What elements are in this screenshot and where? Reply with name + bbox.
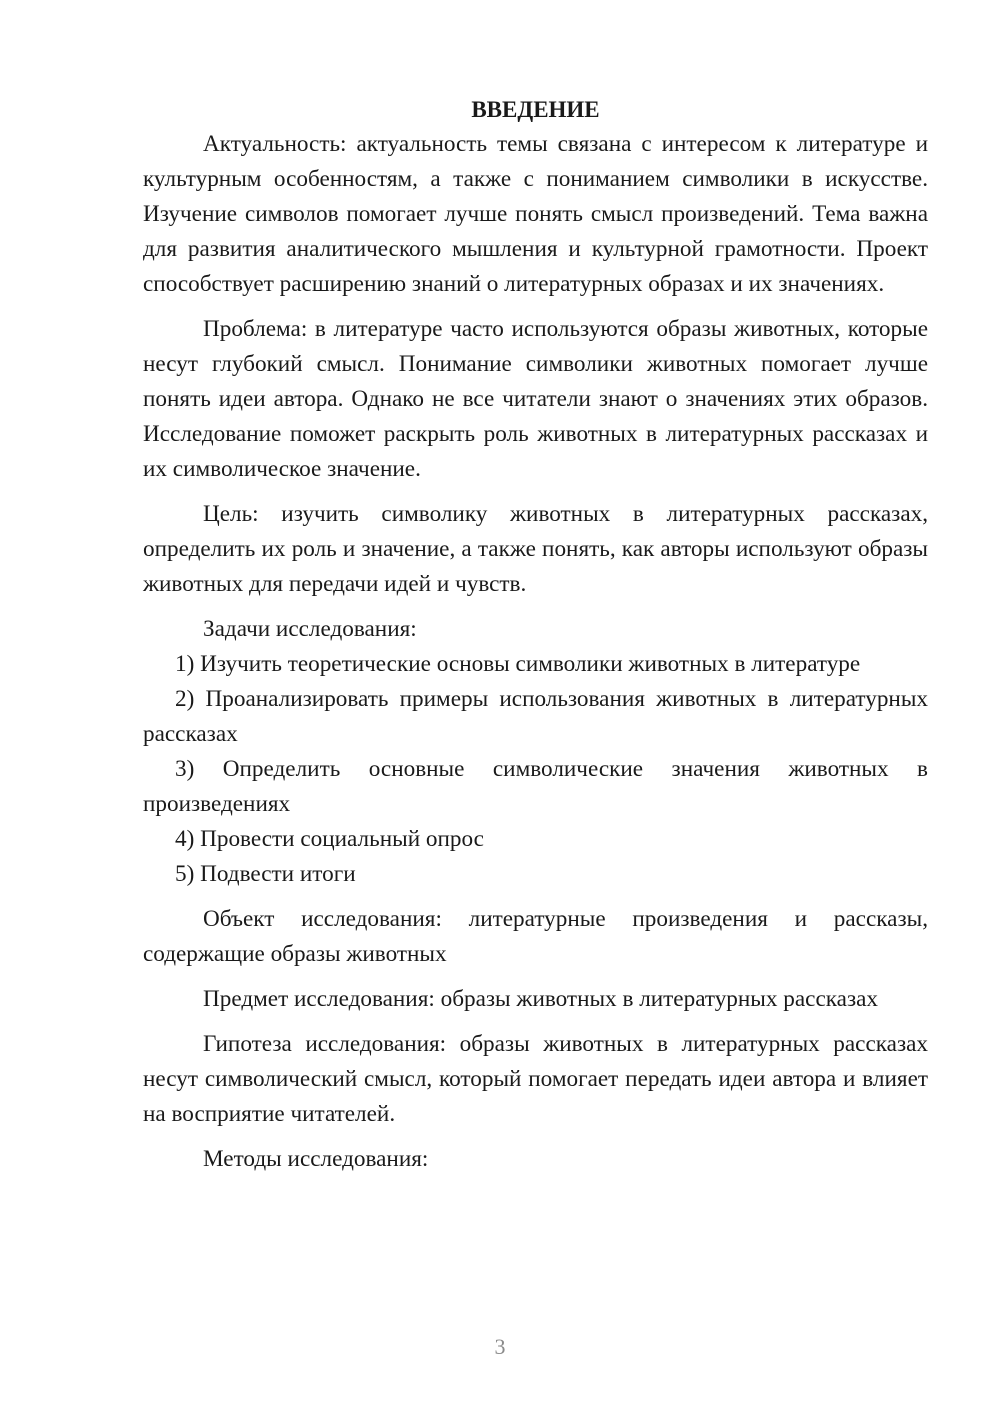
task-item: 1) Изучить теоретические основы символики животных в литературе — [175, 651, 861, 677]
methods-heading: Методы исследования: — [203, 1146, 429, 1172]
task-item: 4) Провести социальный опрос — [175, 826, 484, 852]
research-object-paragraph: Объект исследования: литературные произведения и рассказы, содержащие образы животных — [143, 906, 928, 967]
hypothesis-paragraph: Гипотеза исследования: образы животных в литературных рассказах несут символический смысл, который помогает передать идеи автора и влияет на восприятие читателей. — [143, 1031, 928, 1127]
tasks-heading: Задачи исследования: — [203, 616, 417, 642]
goal-paragraph: Цель: изучить символику животных в литературных рассказах, определить их роль и значение, а также понять, как авторы используют образы животных для передачи идей и чувств. — [143, 501, 928, 597]
task-item: 5) Подвести итоги — [175, 861, 356, 887]
page-content — [143, 92, 928, 1177]
research-subject-paragraph: Предмет исследования: образы животных в литературных рассказах — [203, 986, 878, 1012]
page-number: 3 — [494, 1334, 506, 1359]
task-item: 2) Проанализировать примеры использования животных в литературных рассказах — [143, 686, 928, 747]
problem-paragraph: Проблема: в литературе часто используются образы животных, которые несут глубокий смысл. Понимание символики животных помогает лучше понять идеи автора. Однако не все читатели знают о значениях этих образов. Исследование поможет раскрыть роль животных в литературных рассказах и их символическое значение. — [143, 316, 928, 482]
task-item: 3) Определить основные символические значения животных в произведениях — [143, 756, 928, 817]
section-title: ВВЕДЕНИЕ — [471, 97, 600, 122]
relevance-paragraph: Актуальность: актуальность темы связана с интересом к литературе и культурным особенностям, а также с пониманием символики в искусстве. Изучение символов помогает лучше понять смысл произведений. Тема важна для развития аналитического мышления и культурной грамотности. Проект способствует расширению знаний о литературных образах и их значениях. — [143, 131, 928, 297]
